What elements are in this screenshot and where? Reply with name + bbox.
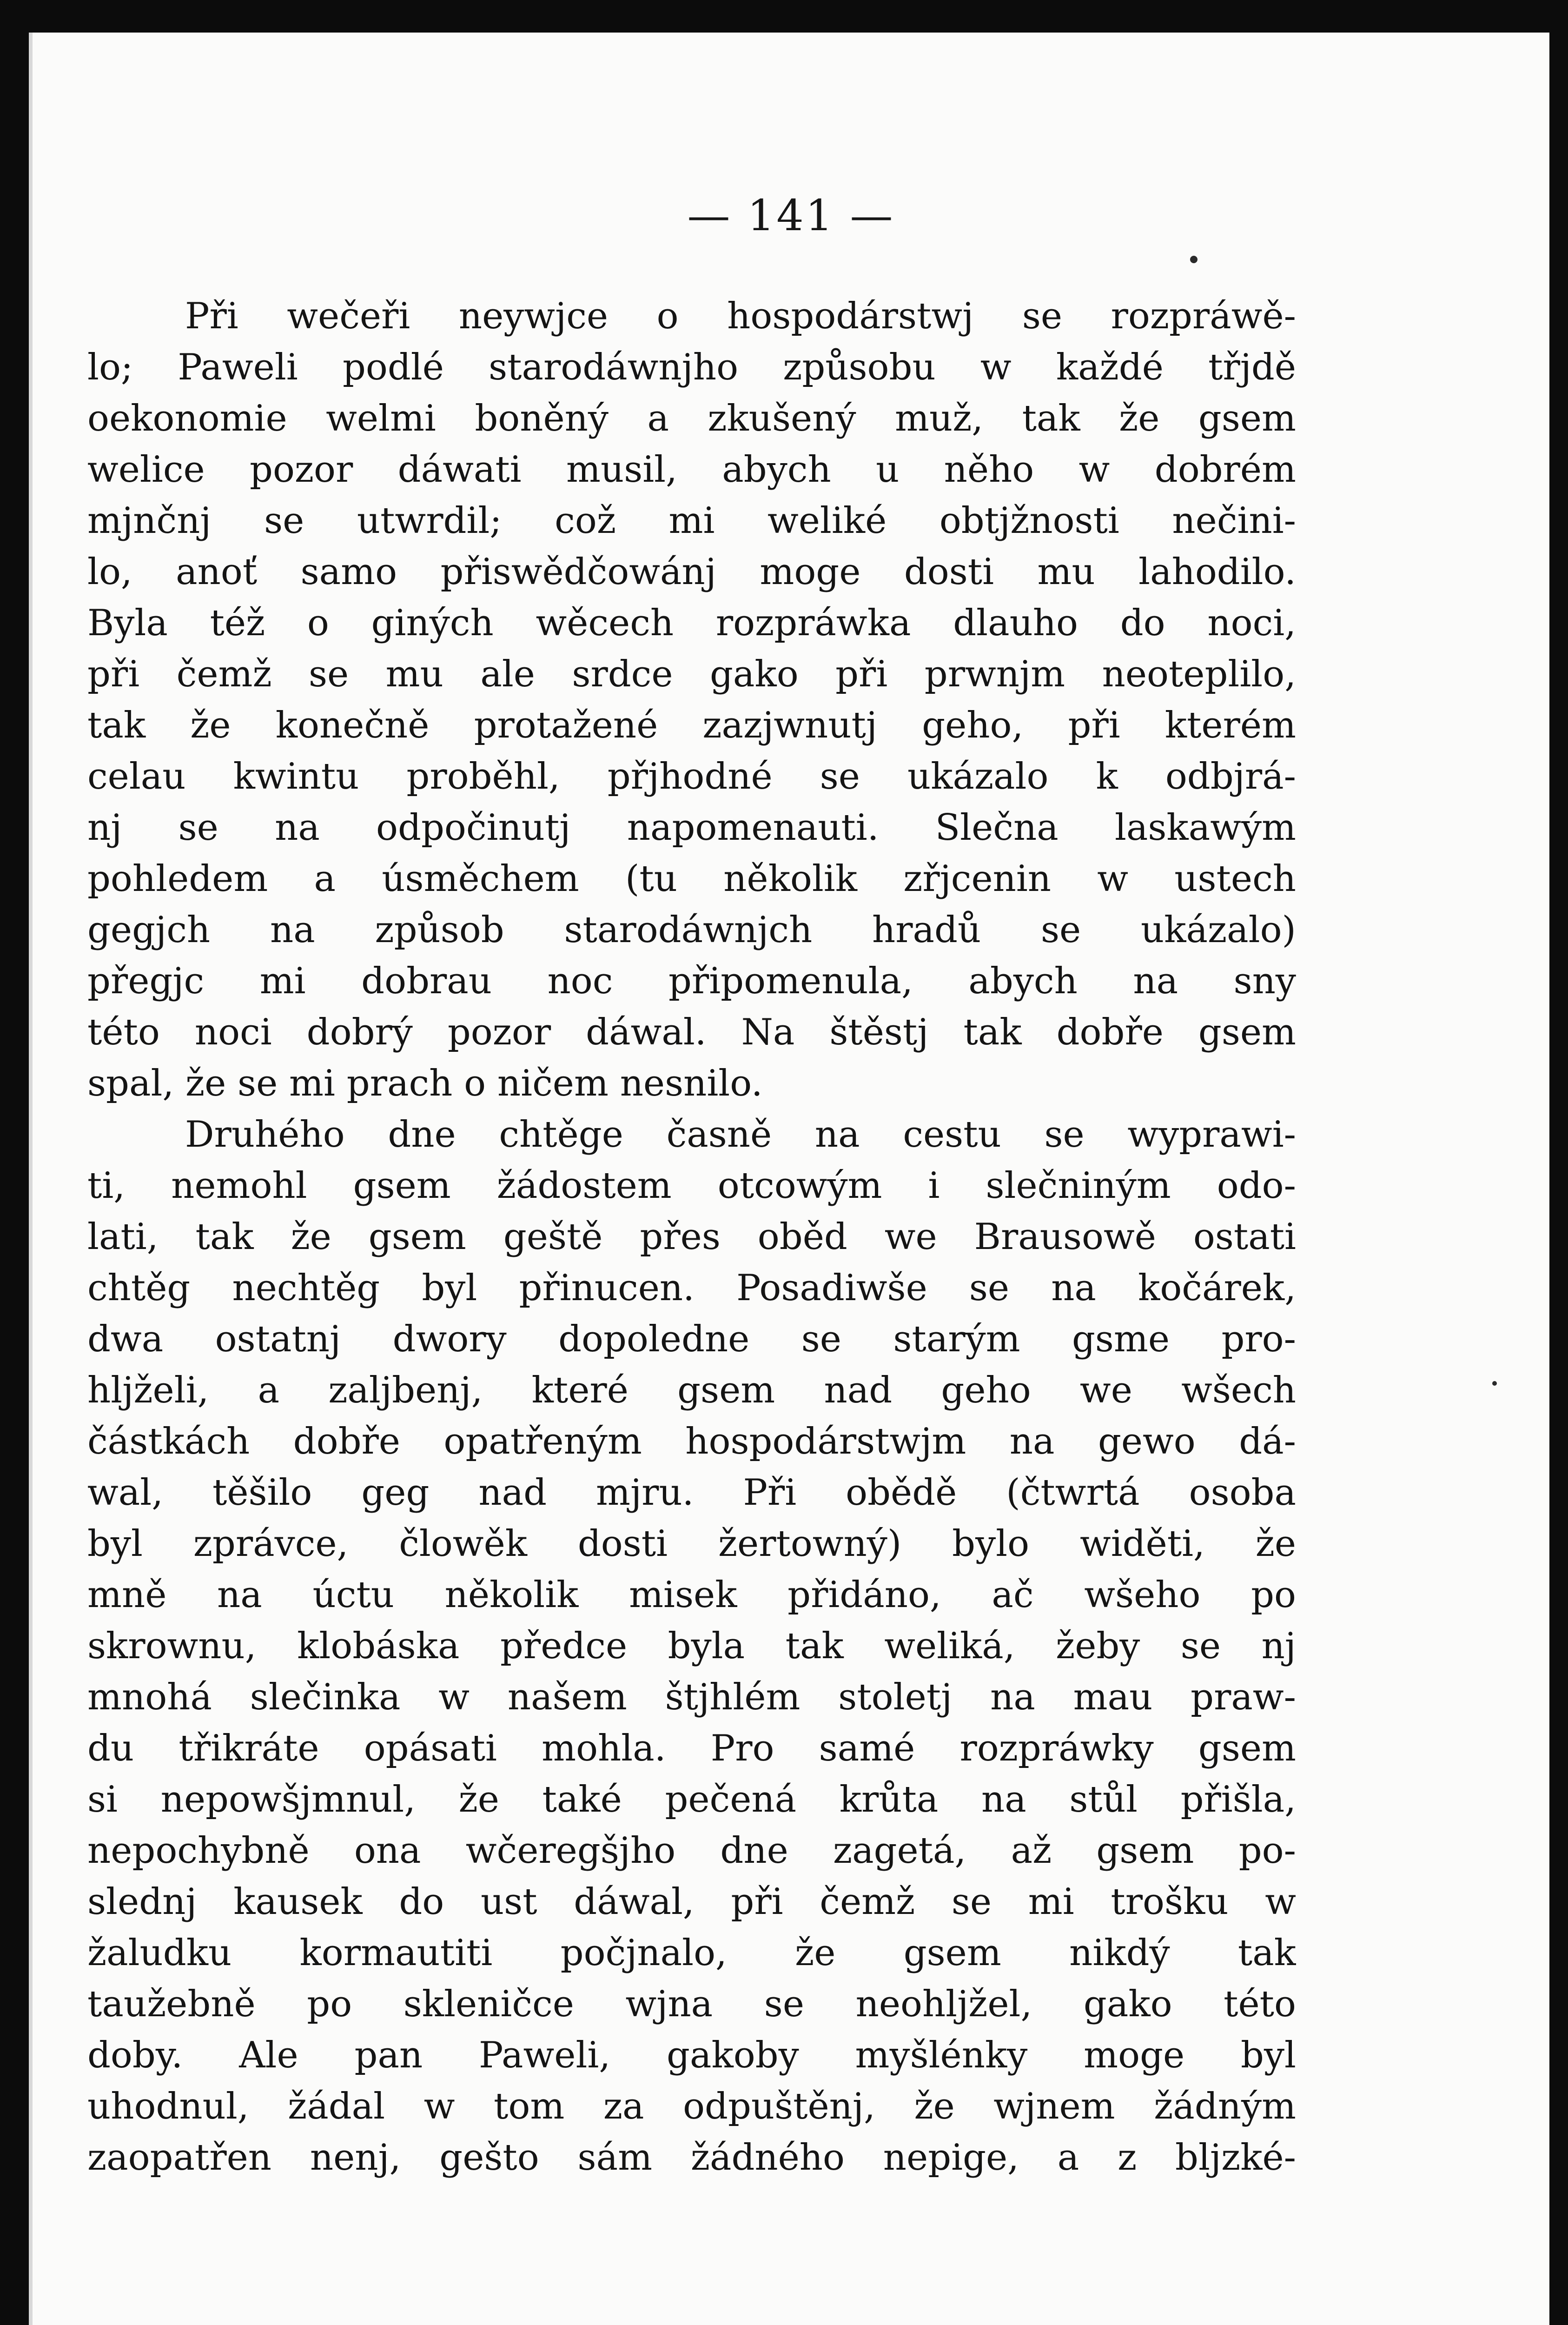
text-line: této noci dobrý pozor dáwal. Na štěstj tak dobře gsem <box>87 1011 1296 1053</box>
text-line: celau kwintu proběhl, přjhodné se ukázalo k odbjrá- <box>87 756 1296 797</box>
text-line: Při wečeři neywjce o hospodárstwj se rozpráwě- <box>185 295 1296 337</box>
text-line: nepochybně ona wčeregšjho dne zagetá, až gsem po- <box>87 1830 1296 1872</box>
text-line: doby. Ale pan Paweli, gakoby myšlénky moge byl <box>87 2034 1296 2076</box>
text-line: si nepowšjmnul, že také pečená krůta na stůl přišla, <box>87 1779 1296 1820</box>
text-line: oekonomie welmi boněný a zkušený muž, tak že gsem <box>87 398 1296 439</box>
text-line: při čemž se mu ale srdce gako při prwnjm neoteplilo, <box>87 653 1296 695</box>
text-line: mně na úctu několik misek přidáno, ač wšeho po <box>87 1574 1296 1616</box>
text-line: hljželi, a zaljbenj, které gsem nad geho we wšech <box>87 1369 1296 1411</box>
page-number-header: — 141 — <box>687 191 895 240</box>
book-page <box>29 33 1549 2325</box>
text-line: žaludku kormautiti počjnalo, že gsem nikdý tak <box>87 1932 1296 1974</box>
text-line: tak že konečně protažené zazjwnutj geho, při kterém <box>87 704 1296 746</box>
text-line: wal, těšilo geg nad mjru. Při obědě (čtwrtá osoba <box>87 1472 1296 1514</box>
text-line: mnohá slečinka w našem štjhlém stoletj na mau praw- <box>87 1676 1296 1718</box>
text-line: přegjc mi dobrau noc připomenula, abych na sny <box>87 960 1296 1002</box>
text-line: taužebně po skleničce wjna se neohljžel, gako této <box>87 1983 1296 2025</box>
text-line: zaopatřen nenj, gešto sám žádného nepige, a z bljzké- <box>87 2137 1296 2179</box>
text-line: du třikráte opásati mohla. Pro samé rozpráwky gsem <box>87 1727 1296 1769</box>
text-line: ti, nemohl gsem žádostem otcowým i slečniným odo- <box>87 1165 1296 1207</box>
text-line: gegjch na způsob starodáwnjch hradů se ukázalo) <box>87 909 1296 951</box>
text-line: nj se na odpočinutj napomenauti. Slečna laskawým <box>87 807 1296 849</box>
ink-speck <box>1492 1381 1497 1386</box>
text-line: částkách dobře opatřeným hospodárstwjm na gewo dá- <box>87 1421 1296 1462</box>
text-line: spal, že se mi prach o ničem nesnilo. <box>87 1063 763 1104</box>
scan-border-left <box>0 0 29 2325</box>
text-line: chtěg nechtěg byl přinucen. Posadiwše se na kočárek, <box>87 1267 1296 1309</box>
text-line: pohledem a úsměchem (tu několik zřjcenin w ustech <box>87 858 1296 900</box>
text-line: welice pozor dáwati musil, abych u něho w dobrém <box>87 449 1296 491</box>
text-line: dwa ostatnj dwory dopoledne se starým gsme pro- <box>87 1318 1296 1360</box>
text-line: lo; Paweli podlé starodáwnjho způsobu w každé třjdě <box>87 346 1296 388</box>
text-line: Druhého dne chtěge časně na cestu se wyprawi- <box>185 1114 1296 1156</box>
text-line: mjnčnj se utwrdil; což mi weliké obtjžnosti nečini- <box>87 500 1296 542</box>
text-line: byl zprávce, člowěk dosti žertowný) bylo widěti, že <box>87 1523 1296 1565</box>
scan-border-top <box>0 0 1568 33</box>
text-line: lo, anoť samo přiswědčowánj moge dosti mu lahodilo. <box>87 551 1296 593</box>
text-line: Byla též o giných wěcech rozpráwka dlauho do noci, <box>87 602 1296 644</box>
ink-speck <box>1190 256 1198 263</box>
text-line: lati, tak že gsem geště přes oběd we Brausowě ostati <box>87 1216 1296 1258</box>
text-line: slednj kausek do ust dáwal, při čemž se mi trošku w <box>87 1881 1296 1923</box>
text-line: uhodnul, žádal w tom za odpuštěnj, že wjnem žádným <box>87 2086 1296 2127</box>
body-text <box>87 291 1296 2183</box>
text-line: skrownu, klobáska předce byla tak weliká, žeby se nj <box>87 1625 1296 1667</box>
